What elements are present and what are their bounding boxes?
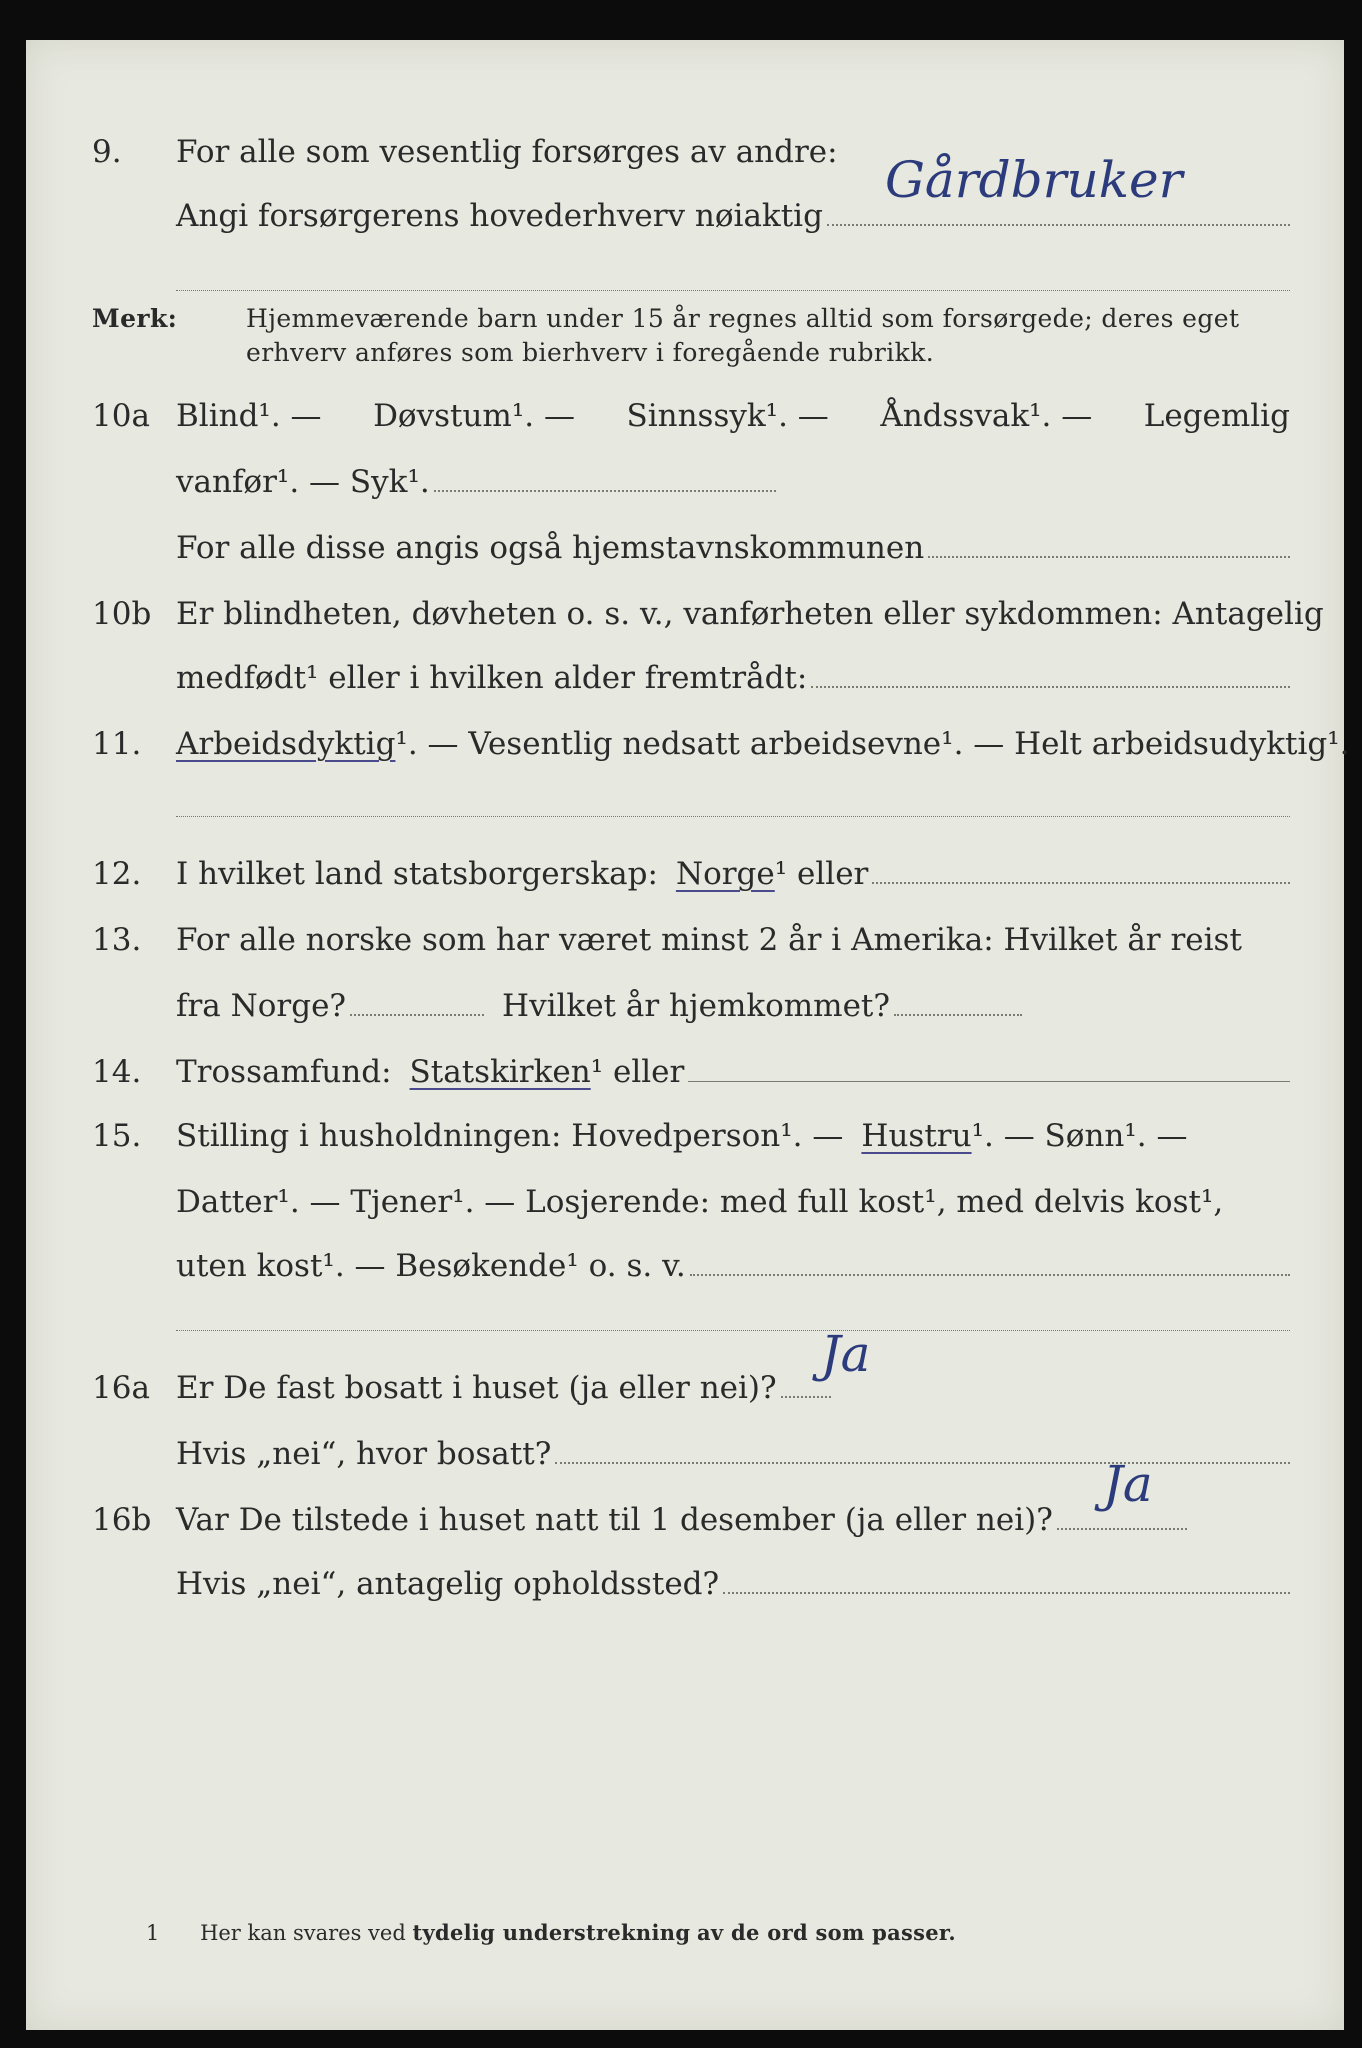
- question-text: For alle disse angis også hjemstavnskommunen: [176, 530, 925, 566]
- question-text: Var De tilstede i huset natt til 1 desember (ja eller nei)?: [176, 1502, 1053, 1538]
- handwritten-answer: Ja: [1102, 1455, 1153, 1513]
- question-text: ¹. — Sønn¹. —: [971, 1118, 1188, 1154]
- question-text: Angi forsørgerens hovederhverv nøiaktig: [176, 198, 823, 234]
- section-divider: [176, 816, 1290, 817]
- question-16b-line-1: [26, 1455, 1344, 1560]
- census-form-page: [26, 40, 1350, 2030]
- question-15-line-1: [26, 1116, 1344, 1176]
- option-arbeidsdyktig-selected[interactable]: Arbeidsdyktig: [176, 726, 396, 762]
- footnote: [146, 1920, 956, 1945]
- option-norge-selected[interactable]: Norge: [675, 856, 775, 892]
- question-text: For alle norske som har været minst 2 år i Amerika: Hvilket år reist: [176, 922, 1242, 958]
- section-divider: [176, 1330, 1290, 1331]
- question-text: uten kost¹. — Besøkende¹ o. s. v.: [176, 1248, 686, 1284]
- question-number: 11.: [92, 726, 142, 762]
- option-dovstum[interactable]: Døvstum¹. —: [373, 398, 575, 434]
- question-text: Er De fast bosatt i huset (ja eller nei)?: [176, 1370, 777, 1406]
- answer-field[interactable]: [781, 1325, 871, 1398]
- question-text: For alle som vesentlig forsørges av andre:: [176, 134, 838, 170]
- answer-field[interactable]: [690, 1252, 1290, 1276]
- question-number: 12.: [92, 856, 142, 892]
- handwritten-answer: Ja: [820, 1325, 871, 1383]
- question-10b-line-2: [26, 658, 1344, 718]
- question-text: fra Norge?: [176, 988, 347, 1024]
- footnote-mark: 1: [146, 1921, 160, 1945]
- option-eller: ¹ eller: [774, 856, 869, 892]
- answer-field[interactable]: [555, 1440, 1290, 1464]
- option-blind[interactable]: Blind¹. —: [176, 398, 322, 434]
- answer-field[interactable]: [872, 860, 1290, 884]
- question-number: 10b: [92, 596, 152, 632]
- option-statskirken-selected[interactable]: Statskirken: [409, 1054, 591, 1090]
- question-number: 10a: [92, 398, 150, 434]
- question-number: 14.: [92, 1054, 142, 1090]
- answer-field-return[interactable]: [894, 992, 1022, 1016]
- option-rest[interactable]: ¹. — Vesentlig nedsatt arbeidsevne¹. — Helt arbeidsudyktig¹.: [395, 726, 1350, 762]
- question-16a-line-1: [26, 1325, 1344, 1428]
- section-divider: [176, 290, 1290, 291]
- option-eller: ¹ eller: [590, 1054, 685, 1090]
- question-text: medfødt¹ eller i hvilken alder fremtrådt:: [176, 660, 808, 696]
- answer-field[interactable]: [1057, 1455, 1187, 1530]
- question-text: Datter¹. — Tjener¹. — Losjerende: med full kost¹, med delvis kost¹,: [176, 1184, 1224, 1220]
- question-text: Hvilket år hjemkommet?: [502, 988, 891, 1024]
- question-15-line-3: [26, 1246, 1344, 1306]
- question-text: Stilling i husholdningen: Hovedperson¹. —: [176, 1118, 844, 1154]
- answer-field[interactable]: [688, 1059, 1290, 1082]
- option-andssvak[interactable]: Åndssvak¹. —: [880, 398, 1093, 434]
- question-text: Er blindheten, døvheten o. s. v., vanførheten eller sykdommen: Antagelig: [176, 596, 1324, 632]
- question-12: [26, 854, 1344, 914]
- question-11: [26, 724, 1350, 784]
- question-number: 16b: [92, 1502, 152, 1538]
- merk-label: Merk:: [92, 304, 178, 333]
- option-hustru-selected[interactable]: Hustru: [861, 1118, 972, 1154]
- answer-field[interactable]: [827, 151, 1290, 226]
- question-10b-line-1: [26, 594, 1344, 654]
- question-13-line-1: [26, 920, 1344, 980]
- merk-text: Hjemmeværende barn under 15 år regnes alltid som forsørgede; deres eget erhverv anføres som bierhverv i foregående rubrikk.: [246, 304, 1240, 367]
- question-text: Hvis „nei“, antagelig opholdssted?: [176, 1566, 720, 1602]
- option-vanfor-syk[interactable]: vanfør¹. — Syk¹.: [176, 464, 430, 500]
- question-15-line-2: [26, 1182, 1344, 1242]
- question-13-line-2: [26, 986, 1344, 1046]
- question-number: 15.: [92, 1118, 142, 1154]
- answer-field[interactable]: [928, 534, 1290, 558]
- question-text: I hvilket land statsborgerskap:: [176, 856, 658, 892]
- answer-field[interactable]: [434, 468, 776, 492]
- answer-field[interactable]: [811, 664, 1290, 688]
- question-10a-line-3: [26, 528, 1344, 588]
- footnote-text-c: av de ord som passer.: [697, 1920, 956, 1945]
- footnote-text-b: tydelig understrekning: [412, 1920, 691, 1945]
- question-10a-line-1: [26, 396, 1344, 456]
- question-10a-line-2: [26, 462, 1344, 522]
- question-number: 13.: [92, 922, 142, 958]
- question-14: [26, 1052, 1344, 1112]
- question-number: 16a: [92, 1370, 150, 1406]
- handwritten-answer: Gårdbruker: [884, 151, 1183, 209]
- answer-field[interactable]: [723, 1570, 1290, 1594]
- option-legemlig[interactable]: Legemlig: [1143, 398, 1290, 434]
- option-sinnssyk[interactable]: Sinnssyk¹. —: [626, 398, 829, 434]
- footnote-text-a: Her kan svares ved: [200, 1921, 406, 1945]
- question-number: 9.: [92, 134, 122, 170]
- question-16b-line-2: [26, 1564, 1344, 1624]
- question-text: Trossamfund:: [176, 1054, 392, 1090]
- question-text: Hvis „nei“, hvor bosatt?: [176, 1436, 552, 1472]
- answer-field-departure[interactable]: [350, 992, 484, 1016]
